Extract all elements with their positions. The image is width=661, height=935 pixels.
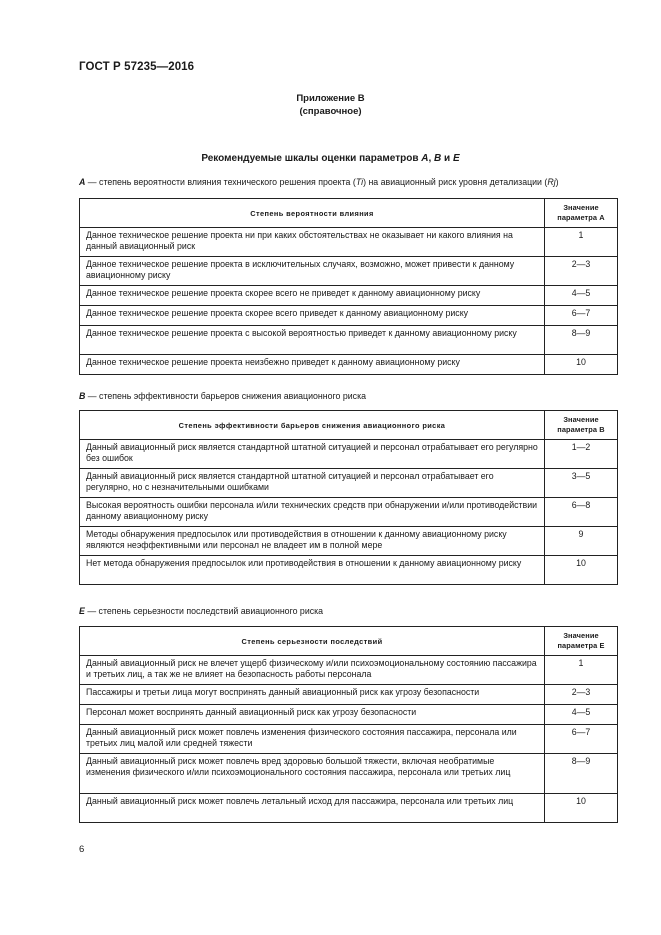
- row-val: 4—5: [545, 705, 618, 725]
- row-desc: Данное техническое решение проекта в исключительных случаях, возможно, может привести к данному авиационному риску: [80, 257, 545, 286]
- row-desc: Данный авиационный риск является стандартной штатной ситуацией и персонал отрабатывает его регулярно без ошибок: [80, 440, 545, 469]
- table-row: [80, 527, 618, 556]
- row-desc: Персонал может воспринять данный авиационный риск как угрозу безопасности: [80, 705, 545, 725]
- table-row: [80, 656, 618, 685]
- section-a-rj: Rj: [547, 177, 556, 187]
- row-val: 1: [545, 656, 618, 685]
- section-e-letter: E: [79, 606, 85, 616]
- table-a-col-desc: Степень вероятности влияния: [80, 199, 545, 228]
- table-a: [79, 198, 618, 375]
- heading-sep2: и: [441, 153, 453, 164]
- table-row: [80, 725, 618, 754]
- table-b-header-row: [80, 411, 618, 440]
- row-val: 8—9: [545, 754, 618, 794]
- row-val: 1—2: [545, 440, 618, 469]
- appendix-title: Приложение В: [296, 93, 365, 104]
- row-val: 9: [545, 527, 618, 556]
- table-row: [80, 794, 618, 823]
- row-val: 6—8: [545, 498, 618, 527]
- row-desc: Данное техническое решение проекта с высокой вероятностью приведет к данному авиационному риску: [80, 326, 545, 355]
- table-row: [80, 326, 618, 355]
- heading-sep1: ,: [428, 153, 435, 164]
- table-b-col-desc: Степень эффективности барьеров снижения авиационного риска: [80, 411, 545, 440]
- row-desc: Данный авиационный риск может повлечь летальный исход для пассажира, персонала или третьих лиц: [80, 794, 545, 823]
- section-a-letter: A: [79, 177, 86, 187]
- row-val: 4—5: [545, 286, 618, 306]
- section-a-ti: Ti: [355, 177, 364, 187]
- table-a-header-row: [80, 199, 618, 228]
- row-val: 2—3: [545, 685, 618, 705]
- table-row: [80, 440, 618, 469]
- table-e-col-desc: Степень серьезности последствий: [80, 627, 545, 656]
- heading-e: E: [453, 153, 460, 164]
- row-val: 6—7: [545, 306, 618, 326]
- row-val: 10: [545, 556, 618, 585]
- section-e-intro: [79, 606, 323, 616]
- row-val: 10: [545, 794, 618, 823]
- table-e-header-row: [80, 627, 618, 656]
- appendix-title-block: [0, 92, 661, 118]
- table-row: [80, 228, 618, 257]
- row-desc: Данное техническое решение проекта скорее всего приведет к данному авиационному риску: [80, 306, 545, 326]
- section-a-text2: ) на авиационный риск уровня детализации (: [363, 177, 548, 187]
- table-row: [80, 469, 618, 498]
- table-row: [80, 705, 618, 725]
- table-b: [79, 410, 618, 585]
- row-val: 3—5: [545, 469, 618, 498]
- row-desc: Пассажиры и третьи лица могут воспринять данный авиационный риск как угрозу безопасности: [80, 685, 545, 705]
- table-row: [80, 556, 618, 585]
- row-desc: Высокая вероятность ошибки персонала и/или технических средств при обнаружении и/или противодействии данному авиационному риску: [80, 498, 545, 527]
- table-row: [80, 498, 618, 527]
- section-e-text: — степень серьезности последствий авиационного риска: [84, 606, 324, 616]
- section-a-intro: [79, 177, 559, 187]
- row-desc: Методы обнаружения предпосылок или противодействия в отношении к данному авиационному риску являются неэффективными или персонал не владеет им в полной мере: [80, 527, 545, 556]
- row-desc: Данный авиационный риск не влечет ущерб физическому и/или психоэмоциональному состоянию пассажира и третьих лиц, а так же не влияет на безопасность работы персонала: [80, 656, 545, 685]
- row-desc: Данное техническое решение проекта скорее всего не приведет к данному авиационному риску: [80, 286, 545, 306]
- row-val: 2—3: [545, 257, 618, 286]
- section-heading: [0, 153, 661, 164]
- row-val: 1: [545, 228, 618, 257]
- section-b-text: — степень эффективности барьеров снижения авиационного риска: [85, 391, 367, 401]
- row-val: 6—7: [545, 725, 618, 754]
- appendix-subtitle: (справочное): [299, 106, 362, 117]
- row-desc: Данный авиационный риск является стандартной штатной ситуацией и персонал отрабатывает его регулярно, но с незначительными ошибками: [80, 469, 545, 498]
- table-row: [80, 355, 618, 375]
- section-a-text3: ): [555, 177, 559, 187]
- section-b-letter: B: [79, 391, 86, 401]
- heading-prefix: Рекомендуемые шкалы оценки параметров: [201, 153, 422, 164]
- document-id: ГОСТ Р 57235—2016: [79, 61, 195, 73]
- table-row: [80, 685, 618, 705]
- table-a-col-val: Значение параметра A: [545, 199, 618, 228]
- table-e: [79, 626, 618, 823]
- heading-a: A: [421, 153, 429, 164]
- section-a-text: — степень вероятности влияния технического решения проекта (: [85, 177, 356, 187]
- table-row: [80, 257, 618, 286]
- page-number: 6: [79, 844, 85, 855]
- row-desc: Данное техническое решение проекта ни при каких обстоятельствах не оказывает ни какого влияния на данный авиационный риск: [80, 228, 545, 257]
- row-desc: Данное техническое решение проекта неизбежно приведет к данному авиационному риску: [80, 355, 545, 375]
- table-row: [80, 754, 618, 794]
- table-row: [80, 286, 618, 306]
- row-val: 10: [545, 355, 618, 375]
- row-val: 8—9: [545, 326, 618, 355]
- table-e-col-val: Значение параметра E: [545, 627, 618, 656]
- section-b-intro: [79, 391, 366, 401]
- table-row: [80, 306, 618, 326]
- table-b-col-val: Значение параметра B: [545, 411, 618, 440]
- row-desc: Данный авиационный риск может повлечь вред здоровью большой тяжести, включая необратимые изменения физического и/или психоэмоционального состояния пассажира, персонала или третьих лиц: [80, 754, 545, 794]
- row-desc: Данный авиационный риск может повлечь изменения физического состояния пассажира, персонала или третьих лиц малой или средней тяжести: [80, 725, 545, 754]
- heading-b: B: [434, 153, 442, 164]
- row-desc: Нет метода обнаружения предпосылок или противодействия в отношении к данному авиационному риску: [80, 556, 545, 585]
